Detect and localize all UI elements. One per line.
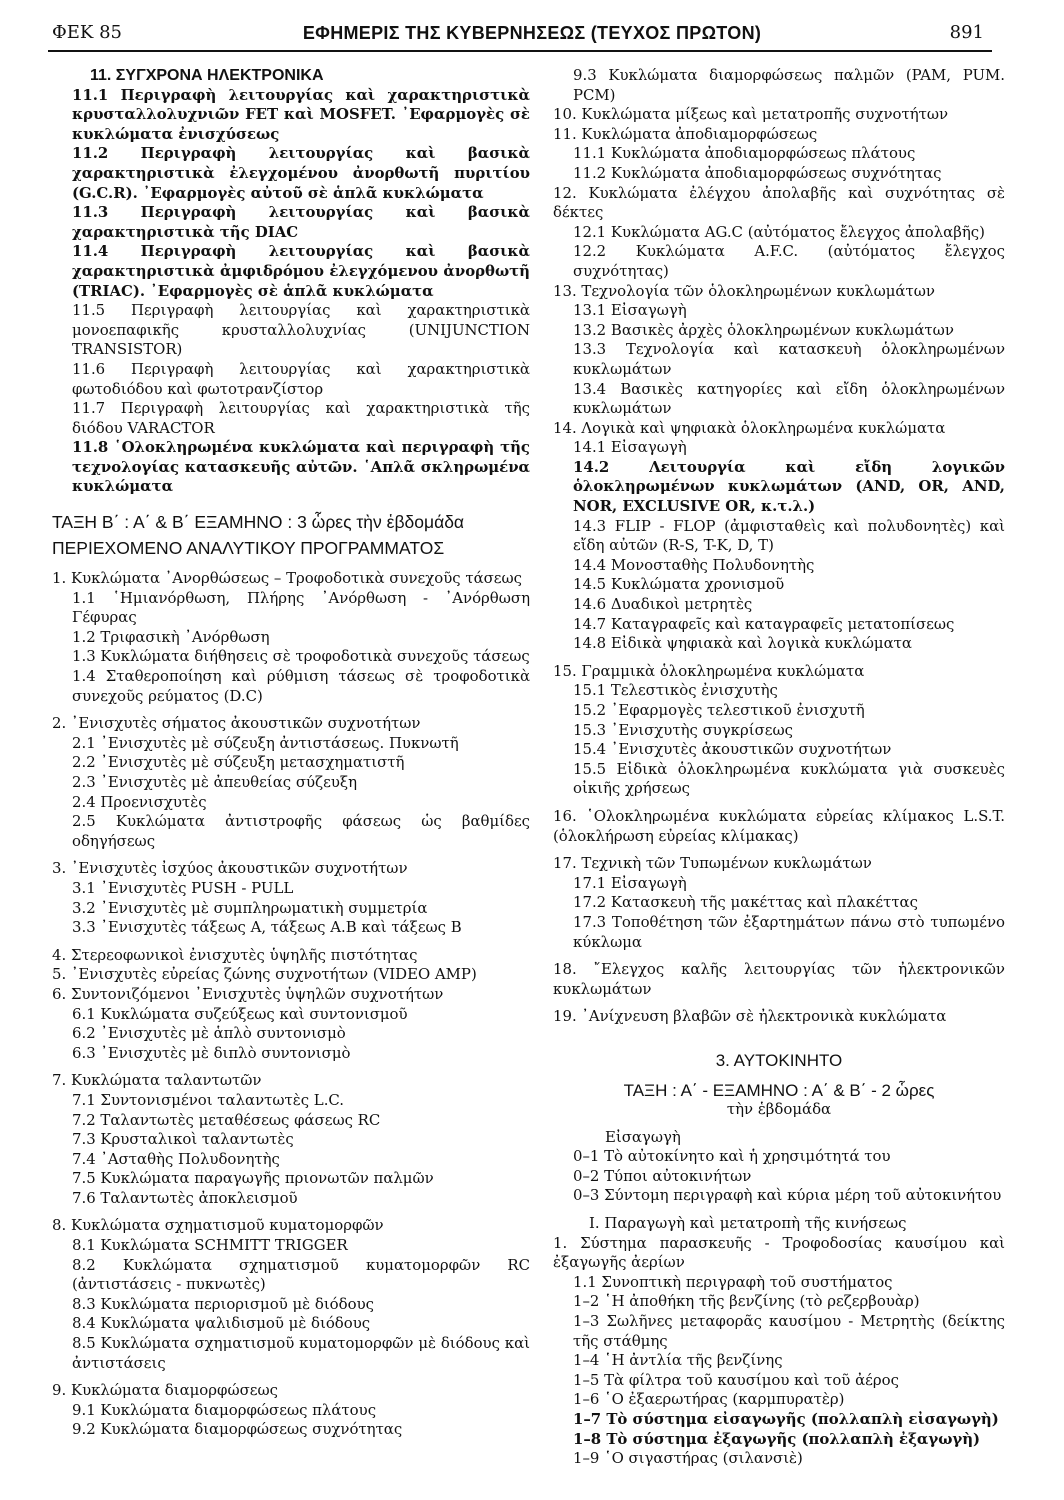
list-item: 11.3 Περιγραφὴ λειτουργίας καὶ βασικὰ χαρακτηριστικὰ τῆς DIAC [72,203,530,241]
list-item: 10. Κυκλώματα μίξεως καὶ μετατροπῆς συχνοτήτων [553,105,949,124]
list-item: 1.1 ῾Ημιανόρθωση, Πλήρης ᾿Ανόρθωση - ᾿Ανόρθωση Γέφυρας [72,588,530,627]
list-item: 8.1 Κυκλώματα SCHMITT TRIGGER [72,1236,348,1255]
list-item: 1–9 ῾Ο σιγαστήρας (σιλανσιὲ) [573,1449,803,1468]
list-item: 8.4 Κυκλώματα ψαλιδισμοῦ μὲ διόδους [72,1314,371,1333]
list-item: 0–2 Τύποι αὐτοκινήτων [573,1166,752,1185]
list-item: 2.5 Κυκλώματα ἀντιστροφῆς φάσεως ὡς βαθμίδες οδηγήσεως [72,812,530,850]
list-item: 11.4 Περιγραφὴ λειτουργίας καὶ βασικὰ χαρακτηριστικὰ ἀμφιδρόμου ἐλεγχόμενου ἀνορθωτῆ (TRIAC). ᾿Εφαρμογὲς σὲ ἁπλᾶ κυκλώματα [72,242,530,300]
class-heading-cont: τὴν ἑβδομάδα [726,1100,832,1119]
list-item: 9.2 Κυκλώματα διαμορφώσεως συχνότητας [72,1420,403,1439]
list-item: 1–7 Τὸ σύστημα εἰσαγωγῆς (πολλαπλὴ εἰσαγωγὴ) [573,1410,999,1428]
page-header-title: ΕΦΗΜΕΡΙΣ ΤΗΣ ΚΥΒΕΡΝΗΣΕΩΣ (ΤΕΥΧΟΣ ΠΡΩΤΟΝ) [302,23,762,43]
list-item: 8. Κυκλώματα σχηματισμοῦ κυματομορφῶν [52,1216,384,1235]
list-item: 3.1 ᾿Ενισχυτὲς PUSH - PULL [72,878,294,897]
class-heading: ΤΑΞΗ Β΄ : Α΄ & Β΄ ΕΞΑΜΗΝΟ : 3 ὧρες τὴν ἑβδομάδα [52,512,465,533]
list-item: 6.3 ᾿Ενισχυτὲς μὲ διπλὸ συντονισμὸ [72,1043,351,1062]
list-item: 2.2 ᾿Ενισχυτὲς μὲ σύζευξη μετασχηματιστῆ [72,753,405,772]
list-item: 1. Σύστημα παρασκευῆς - Τροφοδοσίας καυσίμου καὶ ἐξαγωγῆς ἀερίων [553,1233,1005,1272]
list-item: 7.2 Ταλαντωτὲς μεταθέσεως φάσεως RC [72,1110,381,1129]
list-item: 14.7 Καταγραφεῖς καὶ καταγραφεῖς μετατοπίσεως [573,614,955,633]
list-item: 0–3 Σύντομη περιγραφὴ καὶ κύρια μέρη τοῦ αὐτοκινήτου [573,1186,1002,1205]
class-heading: ΤΑΞΗ : Α΄ - ΕΞΑΜΗΝΟ : Α΄ & Β΄ - 2 ὧρες [623,1080,935,1100]
list-item: 11.1 Κυκλώματα ἀποδιαμορφώσεως πλάτους [573,144,916,163]
syllabus-heading: ΠΕΡΙΕΧΟΜΕΝΟ ΑΝΑΛΥΤΙΚΟΥ ΠΡΟΓΡΑΜΜΑΤΟΣ [52,538,445,559]
list-item: 7.4 ᾿Ασταθὴς Πολυδονητὴς [72,1149,280,1168]
list-item: 12.2 Κυκλώματα A.F.C. (αὐτόματος ἔλεγχος συχνότητας) [573,242,1005,280]
list-item: 17.3 Τοποθέτηση τῶν ἐξαρτημάτων πάνω στὸ τυπωμένο κύκλωμα [573,912,1005,951]
part-heading: Ι. Παραγωγὴ καὶ μετατροπὴ τῆς κινήσεως [589,1214,907,1233]
list-item: 14.4 Μονοσταθὴς Πολυδονητὴς [573,555,815,574]
list-item: 1.3 Κυκλώματα διήθησεις σὲ τροφοδοτικὰ συνεχοῦς τάσεως [72,647,530,666]
list-item: 17.1 Εἰσαγωγὴ [573,873,687,892]
list-item: 4. Στερεοφωνικοὶ ἐνισχυτὲς ὑψηλῆς πιστότητας [52,945,418,964]
list-item: 11. Κυκλώματα ἀποδιαμορφώσεως [553,124,818,143]
list-item: 13.2 Βασικὲς ἀρχὲς ὁλοκληρωμένων κυκλωμάτων [573,320,954,339]
left-column [52,66,530,1440]
list-item: 7.6 Ταλαντωτὲς ἀποκλεισμοῦ [72,1188,298,1207]
list-item: 7.1 Συντονισμένοι ταλαντωτὲς L.C. [72,1090,345,1109]
list-item: 0–1 Τὸ αὐτοκίνητο καὶ ἡ χρησιμότητά του [573,1147,891,1166]
list-item: 14.2 Λειτουργία καὶ εἴδη λογικῶν ὁλοκληρωμένων κυκλωμάτων (AND, OR, AND, NOR, EXCLUSIVE OR, κ.τ.λ.) [573,457,1005,516]
list-item: 17.2 Κατασκευὴ τῆς μακέττας καὶ πλακέττας [573,893,918,912]
list-item: 14.6 Δυαδικοὶ μετρητὲς [573,595,753,614]
list-item: 14.5 Κυκλώματα χρονισμοῦ [573,575,785,594]
list-item: 8.5 Κυκλώματα σχηματισμοῦ κυματομορφῶν μὲ διόδους καὶ ἀντιστάσεις [72,1334,530,1372]
list-item: 19. ᾿Ανίχνευση βλαβῶν σὲ ἠλεκτρονικὰ κυκλώματα [553,1007,947,1026]
list-item: 6. Συντονιζόμενοι ᾿Ενισχυτὲς ὑψηλῶν συχνοτήτων [52,984,444,1003]
list-item: 1.4 Σταθεροποίηση καὶ ρύθμιση τάσεως σὲ τροφοδοτικὰ συνεχοῦς ρεύματος (D.C) [72,667,530,705]
list-item: 3.3 ᾿Ενισχυτὲς τάξεως Α, τάξεως Α.Β καὶ τάξεως Β [72,918,462,937]
list-item: 11.6 Περιγραφὴ λειτουργίας καὶ χαρακτηριστικὰ φωτοδιόδου καὶ φωτοτρανζίστορ [72,359,530,398]
list-item: 9.1 Κυκλώματα διαμορφώσεως πλάτους [72,1400,377,1419]
list-item: 13. Τεχνολογία τῶν ὁλοκληρωμένων κυκλωμάτων [553,281,935,300]
list-item: 11.7 Περιγραφὴ λειτουργίας καὶ χαρακτηριστικὰ τῆς διόδου VARACTOR [72,399,530,437]
right-column [553,66,1005,1469]
list-item: 1.2 Τριφασικὴ ᾿Ανόρθωση [72,627,270,646]
list-item: 1–8 Τὸ σύστημα ἐξαγωγῆς (πολλαπλὴ ἐξαγωγὴ) [573,1429,981,1448]
list-item: 15.4 ᾿Ενισχυτὲς ἀκουστικῶν συχνοτήτων [573,740,892,759]
page-number: 891 [949,22,984,43]
list-item: 8.2 Κυκλώματα σχηματισμοῦ κυματομορφῶν RC (ἀντιστάσεις - πυκνωτὲς) [72,1255,530,1294]
list-item: 7.5 Κυκλώματα παραγωγῆς πριονωτῶν παλμῶν [72,1169,434,1188]
list-item: 16. ῾Ολοκληρωμένα κυκλώματα εὐρείας κλίμακος L.S.T. (ὁλοκλήρωση εὐρείας κλίμακας) [553,806,1005,845]
header-rule [48,50,992,52]
list-item: 15.2 ᾿Εφαρμογὲς τελεστικοῦ ἐνισχυτῆ [573,701,865,719]
section-heading: 3. ΑΥΤΟΚΙΝΗΤΟ [715,1050,843,1070]
intro-heading: Εἰσαγωγὴ [605,1127,681,1146]
list-item: 13.3 Τεχνολογία καὶ κατασκευὴ ὁλοκληρωμένων κυκλωμάτων [573,340,1005,378]
list-item: 13.4 Βασικὲς κατηγορίες καὶ εἴδη ὁλοκληρωμένων κυκλωμάτων [573,379,1005,418]
section-heading: 11. ΣΥΓΧΡΟΝΑ ΗΛΕΚΤΡΟΝΙΚΑ [90,67,324,84]
list-item: 3.2 ᾿Ενισχυτὲς μὲ συμπληρωματικὴ συμμετρία [72,898,428,917]
list-item: 18. ῎Ελεγχος καλῆς λειτουργίας τῶν ἠλεκτρονικῶν κυκλωμάτων [553,960,1005,998]
list-item: 7. Κυκλώματα ταλαντωτῶν [52,1071,262,1090]
list-item: 1. Κυκλώματα ᾿Ανορθώσεως – Τροφοδοτικὰ συνεχοῦς τάσεως [52,569,523,588]
list-item: 15.5 Εἰδικὰ ὁλοκληρωμένα κυκλώματα γιὰ συσκευὲς οἰκιῆς χρήσεως [573,759,1005,798]
issue-number: ΦΕΚ 85 [52,22,122,43]
list-item: 1–3 Σωλῆνες μεταφορᾶς καυσίμου - Μετρητὴς (δείκτης τῆς στάθμης [573,1312,1005,1350]
list-item: 11.1 Περιγραφὴ λειτουργίας καὶ χαρακτηριστικὰ κρυσταλλολυχνιῶν FET καὶ MOSFET. ᾿Εφαρμογὲς σὲ κυκλώματα ἐνισχύσεως [72,85,530,143]
list-item: 11.8 ῾Ολοκληρωμένα κυκλώματα καὶ περιγραφὴ τῆς τεχνολογίας κατασκευῆς αὐτῶν. ῾Απλᾶ σκληρωμένα κυκλώματα [72,438,530,496]
list-item: 1–4 ῾Η ἀντλία τῆς βενζίνης [573,1351,783,1370]
list-item: 6.1 Κυκλώματα συζεύξεως καὶ συντονισμοῦ [72,1004,408,1023]
list-item: 15.3 ᾿Ενισχυτὴς συγκρίσεως [573,720,793,739]
list-item: 15. Γραμμικὰ ὁλοκληρωμένα κυκλώματα [553,661,865,680]
list-item: 2.3 ᾿Ενισχυτὲς μὲ ἀπευθείας σύζευξη [72,773,357,791]
list-item: 1.1 Συνοπτικὴ περιγραφὴ τοῦ συστήματος [573,1272,893,1291]
list-item: 14.8 Εἰδικὰ ψηφιακὰ καὶ λογικὰ κυκλώματα [573,634,912,653]
list-item: 17. Τεχνικὴ τῶν Τυπωμένων κυκλωμάτων [553,854,872,873]
list-item: 14. Λογικὰ καὶ ψηφιακὰ ὁλοκληρωμένα κυκλώματα [553,418,946,437]
list-item: 2.4 Προενισχυτὲς [72,792,207,811]
list-item: 2.1 ᾿Ενισχυτὲς μὲ σύζευξη ἀντιστάσεως. Πυκνωτῆ [72,733,459,752]
list-item: 1–6 ῾Ο ἐξαερωτήρας (καρμπυρατὲρ) [573,1390,845,1409]
list-item: 3. ᾿Ενισχυτὲς ἰσχύος ἀκουστικῶν συχνοτήτων [52,859,408,878]
list-item: 1–5 Τὰ φίλτρα τοῦ καυσίμου καὶ τοῦ ἀέρος [573,1370,899,1389]
list-item: 13.1 Εἰσαγωγὴ [573,301,687,320]
list-item: 11.2 Περιγραφὴ λειτουργίας καὶ βασικὰ χαρακτηριστικὰ ἐλεγχομένου ἀνορθωτῆ πυριτίου (G.C.R). ᾿Εφαρμογὲς αὐτοῦ σὲ ἁπλᾶ κυκλώματα [72,144,530,202]
list-item: 11.2 Κυκλώματα ἀποδιαμορφώσεως συχνότητας [573,163,942,182]
list-item: 5. ᾿Ενισχυτὲς εὐρείας ζώνης συχνοτήτων (VIDEO AMP) [52,965,477,984]
list-item: 1–2 ῾Η ἀποθήκη τῆς βενζίνης (τὸ ρεζερβουὰρ) [573,1292,920,1311]
list-item: 12.1 Κυκλώματα AG.C (αὐτόματος ἔλεγχος ἀπολαβῆς) [573,222,985,241]
list-item: 14.3 FLIP - FLOP (ἀμφισταθεὶς καὶ πολυδονητὲς) καὶ εἴδη αὐτῶν (R-S, T-K, D, T) [573,516,1005,555]
list-item: 14.1 Εἰσαγωγὴ [573,438,687,457]
list-item: 15.1 Τελεστικὸς ἐνισχυτὴς [573,681,778,700]
list-item: 7.3 Κρυσταλικοὶ ταλαντωτὲς [72,1130,294,1149]
list-item: 8.3 Κυκλώματα περιορισμοῦ μὲ διόδους [72,1294,374,1313]
list-item: 2. ᾿Ενισχυτὲς σήματος ἀκουστικῶν συχνοτήτων [52,714,421,733]
list-item: 11.5 Περιγραφὴ λειτουργίας καὶ χαρακτηριστικὰ μονοεπαφικῆς κρυσταλλολυχνίας (UNIJUNCTION TRANSISTOR) [72,301,530,359]
list-item: 9.3 Κυκλώματα διαμορφώσεως παλμῶν (PAM, PUM. PCM) [573,66,1005,104]
list-item: 12. Κυκλώματα ἐλέγχου ἀπολαβῆς καὶ συχνότητας σὲ δέκτες [553,183,1005,222]
list-item: 9. Κυκλώματα διαμορφώσεως [52,1381,278,1400]
list-item: 6.2 ᾿Ενισχυτὲς μὲ ἁπλὸ συντονισμὸ [72,1024,346,1043]
